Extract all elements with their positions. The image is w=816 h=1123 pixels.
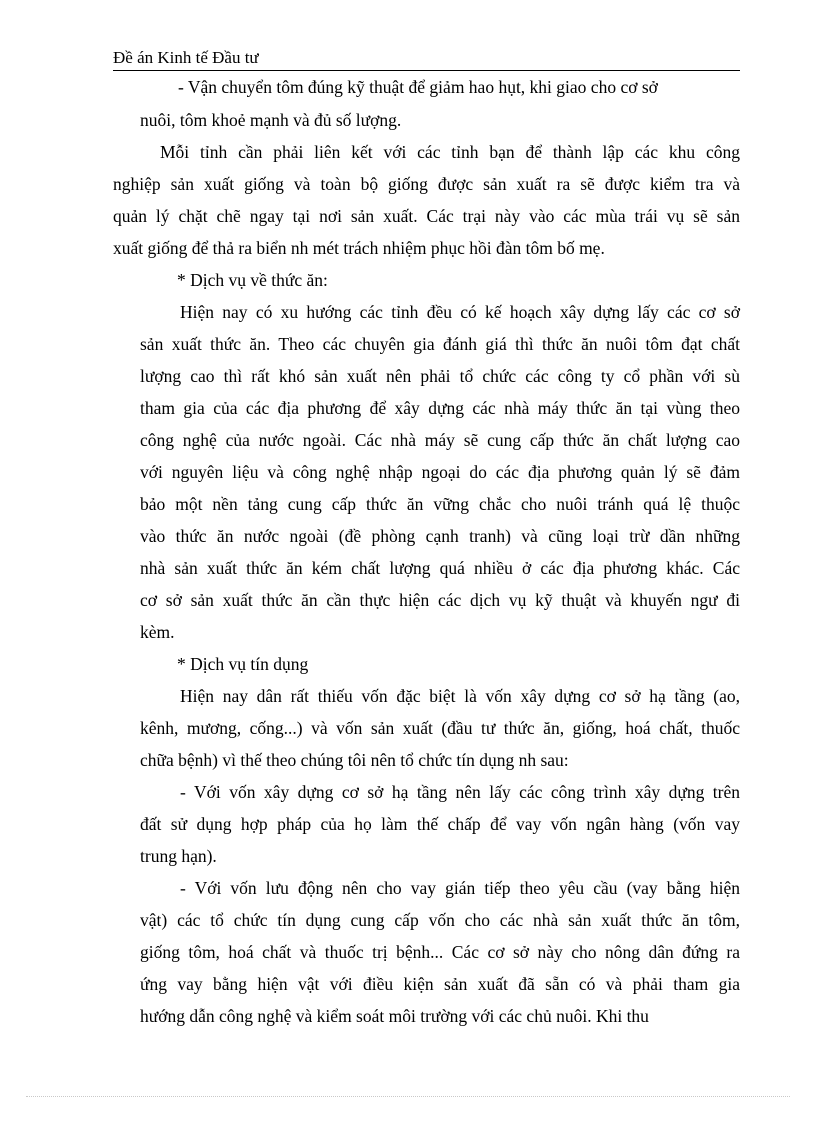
body-line: * Dịch vụ tín dụng (177, 654, 309, 674)
body-line: vật) các tổ chức tín dụng cung cấp vốn cho các nhà sản xuất thức ăn tôm, (140, 910, 740, 930)
body-line: kênh, mương, cống...) và vốn sản xuất (đầu tư thức ăn, giống, hoá chất, thuốc (140, 718, 740, 738)
body-line: ứng vay bằng hiện vật với điều kiện sản xuất đã sẵn có và phải tham gia (140, 974, 740, 994)
body-line: Mỗi tỉnh cần phải liên kết với các tỉnh bạn để thành lập các khu công (160, 142, 740, 162)
body-line: hướng dẫn công nghệ và kiểm soát môi trường với các chủ nuôi. Khi thu (140, 1006, 649, 1026)
body-line: * Dịch vụ về thức ăn: (177, 270, 328, 290)
page-bottom-divider (26, 1096, 790, 1097)
body-line: nhà sản xuất thức ăn kém chất lượng quá nhiều ở các địa phương khác. Các (140, 558, 740, 578)
body-line: sản xuất thức ăn. Theo các chuyên gia đánh giá thì thức ăn nuôi tôm đạt chất (140, 334, 740, 354)
body-line: giống tôm, hoá chất và thuốc trị bệnh... Các cơ sở này cho nông dân đứng ra (140, 942, 740, 962)
body-line: nghiệp sản xuất giống và toàn bộ giống được sản xuất ra sẽ được kiểm tra và (113, 174, 740, 194)
body-line: vào thức ăn nước ngoài (đề phòng cạnh tranh) và cũng loại trừ dần những (140, 526, 740, 546)
body-line: trung hạn). (140, 846, 217, 866)
body-line: xuất giống để thả ra biển nh mét trách nhiệm phục hồi đàn tôm bố mẹ. (113, 238, 605, 258)
body-line: công nghệ của nước ngoài. Các nhà máy sẽ cung cấp thức ăn chất lượng cao (140, 430, 740, 450)
body-line: tham gia của các địa phương để xây dựng các nhà máy thức ăn tại vùng theo (140, 398, 740, 418)
body-line: bảo một nền tảng cung cấp thức ăn vững chắc cho nuôi tránh quá lệ thuộc (140, 494, 740, 514)
body-line: - Với vốn lưu động nên cho vay gián tiếp theo yêu cầu (vay bằng hiện (180, 878, 740, 898)
body-line: - Vận chuyển tôm đúng kỹ thuật để giảm hao hụt, khi giao cho cơ sở (178, 77, 658, 97)
body-line: cơ sở sản xuất thức ăn cần thực hiện các dịch vụ kỹ thuật và khuyến ngư đi (140, 590, 740, 610)
body-line: đất sử dụng hợp pháp của họ làm thế chấp để vay vốn ngân hàng (vốn vay (140, 814, 740, 834)
body-line: nuôi, tôm khoẻ mạnh và đủ số lượng. (140, 110, 402, 130)
body-line: kèm. (140, 622, 175, 642)
body-line: với nguyên liệu và công nghệ nhập ngoại do các địa phương quản lý sẽ đảm (140, 462, 740, 482)
body-line: Hiện nay dân rất thiếu vốn đặc biệt là vốn xây dựng cơ sở hạ tầng (ao, (180, 686, 740, 706)
header-title: Đề án Kinh tế Đầu tư (113, 48, 259, 67)
body-line: - Với vốn xây dựng cơ sở hạ tầng nên lấy các công trình xây dựng trên (180, 782, 740, 802)
body-line: quản lý chặt chẽ ngay tại nơi sản xuất. Các trại này vào các mùa trái vụ sẽ sản (113, 206, 740, 226)
body-line: chữa bệnh) vì thế theo chúng tôi nên tổ chức tín dụng nh sau: (140, 750, 569, 770)
body-line: Hiện nay có xu hướng các tỉnh đều có kế hoạch xây dựng lấy các cơ sở (180, 302, 740, 322)
header-rule (113, 70, 740, 71)
body-line: lượng cao thì rất khó sản xuất nên phải tổ chức các công ty cổ phần với sù (140, 366, 740, 386)
